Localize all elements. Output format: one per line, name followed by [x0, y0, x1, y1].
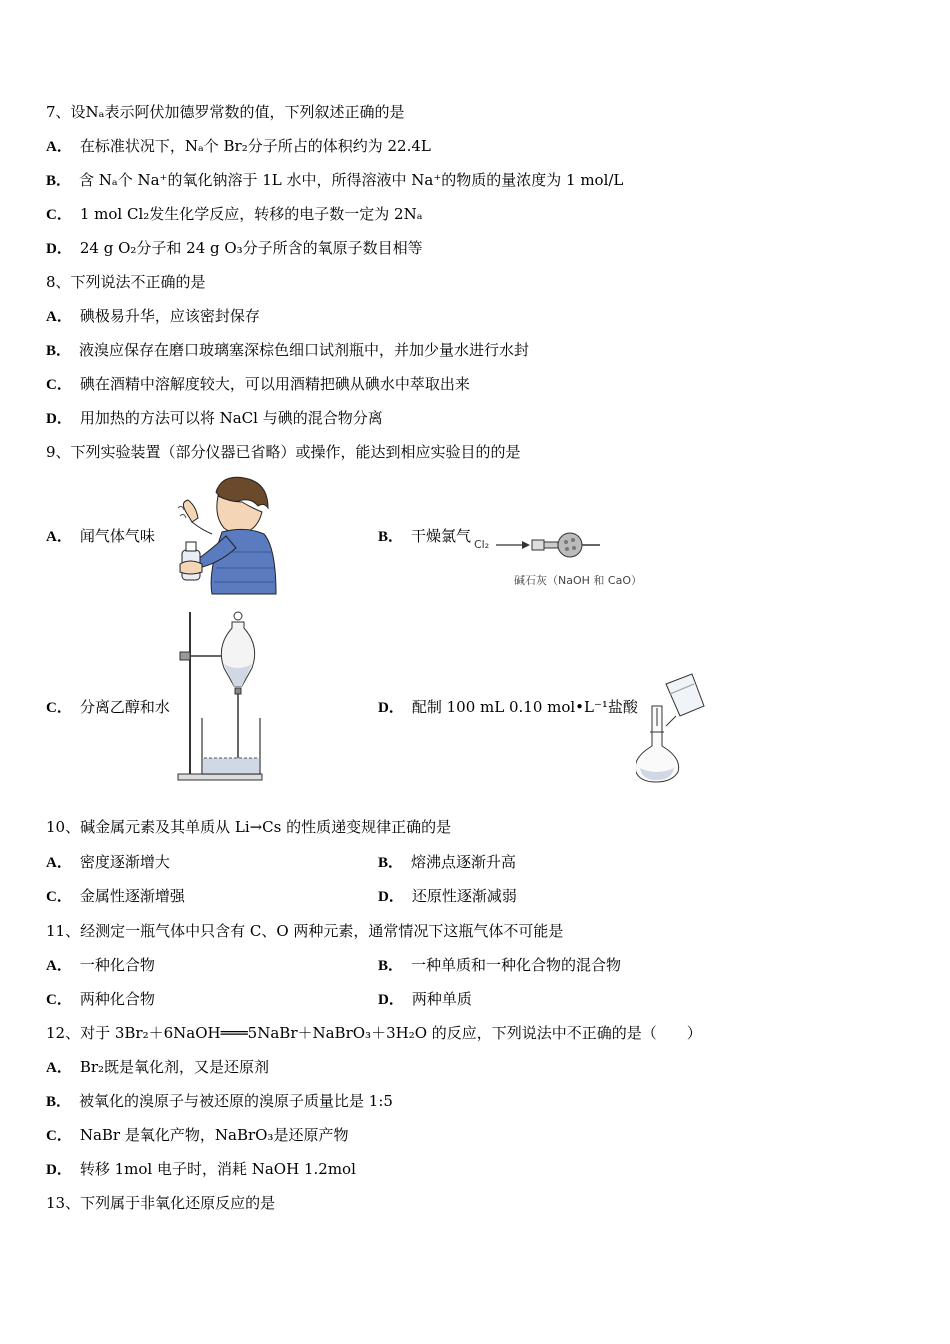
q8-option-d [46, 408, 383, 429]
q7-option-b [46, 170, 623, 191]
option-label: D． [46, 241, 72, 257]
q11-option-b [378, 955, 621, 976]
option-label: C． [46, 377, 72, 393]
q12-option-d [46, 1159, 356, 1180]
option-label: A． [46, 139, 72, 155]
option-text: 一种化合物 [79, 956, 155, 974]
option-label: B． [46, 343, 72, 359]
option-label: B． [378, 958, 404, 974]
option-text: 液溴应保存在磨口玻璃塞深棕色细口试剂瓶中，并加少量水进行水封 [79, 341, 530, 359]
option-text: 分离乙醇和水 [79, 698, 170, 716]
option-label: C． [46, 889, 72, 905]
option-label: B． [46, 173, 72, 189]
question-7-stem: 7、设Nₐ表示阿伏加德罗常数的值，下列叙述正确的是 [46, 103, 405, 121]
option-text: 两种化合物 [79, 990, 155, 1008]
q8-option-a [46, 306, 260, 327]
q11-option-c [46, 989, 155, 1010]
option-text: 在标准状况下，Nₐ个 Br₂分子所占的体积约为 22.4L [79, 137, 431, 155]
question-8-stem: 8、下列说法不正确的是 [46, 273, 206, 291]
q10-option-c [46, 886, 185, 907]
q8-option-b [46, 340, 529, 361]
option-label: B． [378, 529, 404, 545]
option-text: 密度逐渐增大 [79, 853, 170, 871]
q10-option-d [378, 886, 517, 907]
option-label: D． [46, 411, 72, 427]
q9-option-c [46, 697, 170, 718]
option-label: D． [378, 700, 404, 716]
soda-lime-caption: 碱石灰（NaOH 和 CaO） [514, 574, 642, 587]
option-text: 熔沸点逐渐升高 [411, 853, 517, 871]
option-text: 被氧化的溴原子与被还原的溴原子质量比是 1:5 [79, 1092, 393, 1110]
option-label: A． [46, 855, 72, 871]
option-text: 两种单质 [411, 990, 472, 1008]
option-label: C． [46, 207, 72, 223]
q9-option-b [378, 526, 471, 547]
question-12-stem: 12、对于 3Br₂＋6NaOH═══5NaBr＋NaBrO₃＋3H₂O 的反应，下列说法中不正确的是（ ） [46, 1024, 702, 1042]
q7-option-a [46, 136, 431, 157]
q9-option-d [378, 697, 638, 718]
smelling-gas-figure [172, 472, 280, 596]
option-label: D． [378, 889, 404, 905]
option-text: NaBr 是氧化产物，NaBrO₃是还原产物 [79, 1126, 349, 1144]
option-text: 24 g O₂分子和 24 g O₃分子所含的氧原子数目相等 [79, 239, 423, 257]
option-text: 金属性逐渐增强 [79, 887, 185, 905]
option-label: C． [46, 700, 72, 716]
separatory-funnel-figure [172, 608, 268, 784]
option-text: 还原性逐渐减弱 [411, 887, 517, 905]
option-label: D． [46, 1162, 72, 1178]
option-label: C． [46, 1128, 72, 1144]
question-10-stem: 10、碱金属元素及其单质从 Li→Cs 的性质递变规律正确的是 [46, 818, 452, 836]
q11-option-a [46, 955, 155, 976]
q8-option-c [46, 374, 470, 395]
question-9-stem: 9、下列实验装置（部分仪器已省略）或操作，能达到相应实验目的的是 [46, 443, 521, 461]
question-11-stem: 11、经测定一瓶气体中只含有 C、O 两种元素，通常情况下这瓶气体不可能是 [46, 922, 564, 940]
option-label: A． [46, 1060, 72, 1076]
q10-option-a [46, 852, 170, 873]
question-13-stem: 13、下列属于非氧化还原反应的是 [46, 1194, 276, 1212]
option-label: B． [378, 855, 404, 871]
option-text: 转移 1mol 电子时，消耗 NaOH 1.2mol [79, 1160, 356, 1178]
drying-tube-figure [474, 530, 674, 592]
q7-option-c [46, 204, 423, 225]
drying-tube-apparatus [474, 530, 614, 566]
option-label: A． [46, 309, 72, 325]
q12-option-a [46, 1057, 269, 1078]
option-label: C． [46, 992, 72, 1008]
option-text: 1 mol Cl₂发生化学反应，转移的电子数一定为 2Nₐ [79, 205, 423, 223]
option-text: 干燥氯气 [411, 527, 472, 545]
q10-option-b [378, 852, 516, 873]
q9-option-a [46, 526, 155, 547]
option-label: B． [46, 1094, 72, 1110]
option-text: 一种单质和一种化合物的混合物 [411, 956, 622, 974]
q7-option-d [46, 238, 423, 259]
option-label: D． [378, 992, 404, 1008]
option-text: 用加热的方法可以将 NaCl 与碘的混合物分离 [79, 409, 383, 427]
q12-option-c [46, 1125, 348, 1146]
option-label: A． [46, 529, 72, 545]
option-text: 碘极易升华，应该密封保存 [79, 307, 260, 325]
option-text: Br₂既是氧化剂，又是还原剂 [79, 1058, 270, 1076]
volumetric-flask-figure [636, 668, 716, 784]
option-label: A． [46, 958, 72, 974]
option-text: 配制 100 mL 0.10 mol•L⁻¹盐酸 [411, 698, 638, 716]
chlorine-label: Cl₂ [474, 538, 490, 551]
q11-option-d [378, 989, 472, 1010]
option-text: 闻气体气味 [79, 527, 155, 545]
option-text: 含 Nₐ个 Na⁺的氧化钠溶于 1L 水中，所得溶液中 Na⁺的物质的量浓度为 1 mol/L [79, 171, 624, 189]
q12-option-b [46, 1091, 393, 1112]
option-text: 碘在酒精中溶解度较大，可以用酒精把碘从碘水中萃取出来 [79, 375, 470, 393]
